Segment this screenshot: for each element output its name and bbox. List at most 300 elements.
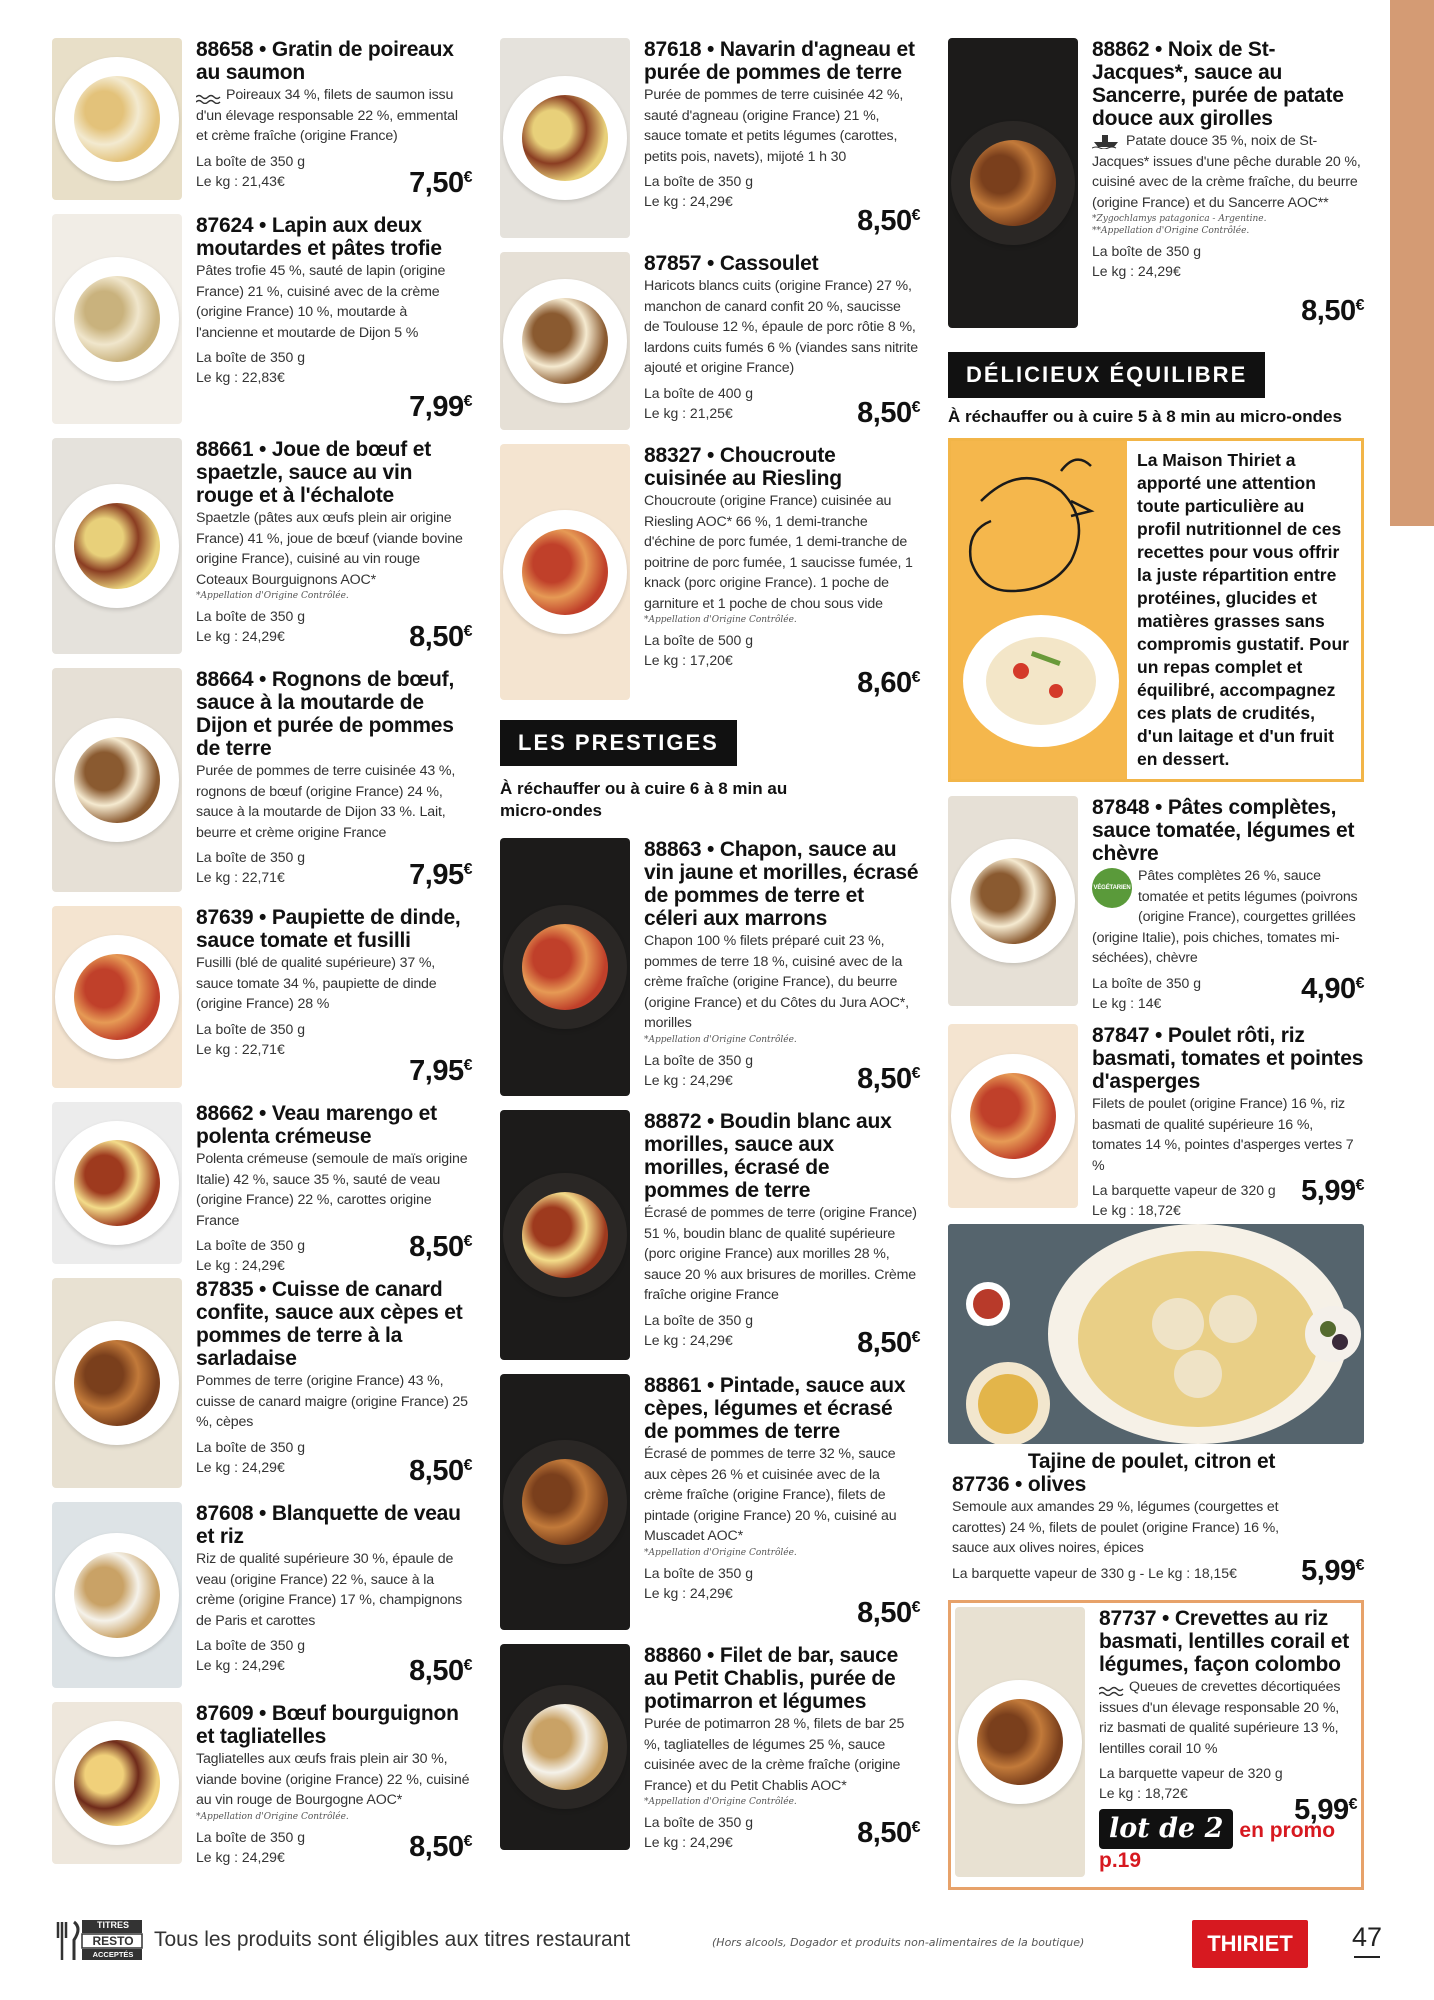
product-info [644, 1644, 920, 1850]
product-description [196, 261, 472, 343]
food-shape [74, 1740, 160, 1826]
product-info [644, 444, 920, 700]
column-prestiges [500, 38, 920, 1864]
product-name: Poulet rôti, riz basmati, tomates et pointes d'asperges [1092, 1024, 1364, 1093]
euro-sign: € [911, 1065, 920, 1082]
product-name: Veau marengo et polenta crémeuse [196, 1102, 437, 1148]
price-value: 8,60 [857, 667, 912, 699]
price-per-kg: Le kg : 18,72€ [1099, 1785, 1188, 1801]
dish-photo [500, 38, 630, 238]
product-description [1092, 1094, 1364, 1176]
product-info [644, 1110, 920, 1360]
pack-size: La boîte de 350 g [196, 1237, 305, 1253]
description-text: Riz de qualité supérieure 30 %, épaule de veau (origine France) 22 %, sauce à la crème (origine France) 17 %, champignons de Paris et carottes [196, 1551, 463, 1629]
nutrition-box [948, 438, 1364, 782]
food-shape [970, 858, 1056, 944]
footnote: *Appellation d'Origine Contrôlée. [196, 1811, 349, 1822]
price-value: 5,99 [1294, 1794, 1349, 1826]
product-description [1099, 1677, 1357, 1759]
product-description [196, 508, 472, 590]
product-info [948, 1444, 1364, 1594]
dish-photo [500, 1374, 630, 1630]
product-code: 88861 [644, 1374, 702, 1397]
dish-photo [948, 38, 1078, 328]
dish-photo [955, 1607, 1085, 1877]
euro-sign: € [911, 399, 920, 416]
product-card[interactable] [948, 1600, 1364, 1890]
pack-size: La boîte de 350 g [644, 173, 753, 189]
euro-sign: € [463, 1233, 472, 1250]
bullet: • [1149, 38, 1168, 61]
product-info [196, 1278, 472, 1488]
euro-sign: € [463, 861, 472, 878]
description-text: Fusilli (blé de qualité supérieure) 37 %, sauce tomate 34 %, paupiette de dinde (origine France) 28 % [196, 955, 437, 1012]
description-text: Écrasé de pommes de terre (origine France) 51 %, boudin blanc de qualité supérieure (porc origine France) aux morilles 28 %, sauce 20 % aux brisures de morilles. Crème fraîche origine France [644, 1205, 917, 1303]
price [409, 1055, 472, 1088]
dish-photo [500, 1644, 630, 1850]
description-text: Purée de potimarron 28 %, filets de bar 25 %, tagliatelles de légumes 25 %, sauce cuisinée avec de la crème fraîche (origine France) et du Petit Chablis AOC* [644, 1716, 905, 1794]
product-info [644, 1374, 920, 1630]
product-title [644, 38, 920, 84]
euro-sign: € [911, 669, 920, 686]
sustainable-fishing-icon [1092, 133, 1122, 149]
product-description: Semoule aux amandes 29 %, légumes (courgettes et carottes) 24 %, filets de poulet (origine France) 16 %, sauce aux olives noires, épices [952, 1499, 1279, 1556]
product-card[interactable] [52, 1278, 472, 1502]
product-title [644, 1644, 920, 1713]
section-subtitle: À réchauffer ou à cuire 6 à 8 min au micro-ondes [500, 779, 788, 820]
pack-size: La boîte de 350 g [196, 1020, 305, 1037]
bullet: • [253, 1502, 272, 1525]
euro-sign: € [463, 169, 472, 186]
euro-sign: € [1355, 297, 1364, 314]
product-card[interactable] [500, 1644, 920, 1864]
food-shape [522, 1704, 608, 1790]
dish-photo [52, 1502, 182, 1688]
price [409, 1831, 472, 1864]
price-value: 8,50 [409, 621, 464, 653]
price-per-kg: Le kg : 24,29€ [644, 1834, 733, 1850]
product-name: Cuisse de canard confite, sauce aux cèpes et pommes de terre à la sarladaise [196, 1278, 463, 1370]
product-card[interactable] [52, 1702, 472, 1878]
price [857, 205, 920, 238]
food-shape [74, 737, 160, 823]
product-title [196, 906, 472, 952]
pack-size: La boîte de 350 g [196, 849, 305, 865]
product-card[interactable] [500, 444, 920, 714]
food-shape [522, 1192, 608, 1278]
description-text: Haricots blancs cuits (origine France) 27 %, manchon de canard confit 20 %, saucisse de Toulouse 12 %, épaule de porc rôtie 8 %, lardons cuits fumés 6 % (viandes sans nitrite ajouté et origine France) [644, 278, 918, 376]
food-shape [522, 1459, 608, 1545]
product-name: Gratin de poireaux au saumon [196, 38, 454, 84]
product-code: 87639 [196, 906, 254, 929]
price [1294, 1794, 1357, 1827]
product-card[interactable] [52, 1502, 472, 1702]
product-title [196, 1102, 472, 1148]
product-code: 88860 [644, 1644, 702, 1667]
price [857, 667, 920, 700]
product-title [952, 1450, 1364, 1496]
product-code: 87848 [1092, 796, 1150, 819]
euro-sign: € [463, 1657, 472, 1674]
product-info [1092, 38, 1364, 328]
price-per-kg: Le kg : 22,71€ [196, 1040, 285, 1057]
footnote: *Appellation d'Origine Contrôlée. [644, 615, 797, 625]
food-shape [970, 140, 1056, 226]
description-text: Pâtes complètes 26 %, sauce tomatée et petits légumes (poivrons (origine France), courgettes grillées (origine Italie), pois chiches, tomates mi-séchées), chèvre [1092, 868, 1358, 966]
price-value: 7,95 [409, 1055, 464, 1087]
description-text: Pâtes trofie 45 %, sauté de lapin (origine France) 21 %, cuisiné avec de la crème (origine France) 10 %, moutarde à l'ancienne et moutarde de Dijon 5 % [196, 263, 446, 341]
footnote: *Appellation d'Origine Contrôlée. [196, 591, 349, 601]
lot-badge: lot de 2 [1099, 1809, 1233, 1849]
product-title [644, 1110, 920, 1202]
dish-photo [52, 214, 182, 424]
product-code: 87618 [644, 38, 702, 61]
price-per-kg: Le kg : 24,29€ [644, 1584, 733, 1601]
page-number: 47 [1352, 1922, 1383, 1952]
price-per-kg: Le kg : 24,29€ [196, 1257, 285, 1273]
product-code: 87847 [1092, 1024, 1150, 1047]
product-description [644, 1714, 920, 1796]
product-info [196, 438, 472, 654]
product-card[interactable] [948, 796, 1364, 1024]
product-code: 88872 [644, 1110, 702, 1133]
product-name: Pâtes complètes, sauce tomatée, légumes et chèvre [1092, 796, 1355, 865]
euro-sign: € [911, 1599, 920, 1616]
bullet: • [701, 1644, 720, 1667]
price-value: 7,95 [409, 859, 464, 891]
price [409, 391, 472, 424]
product-description [644, 931, 920, 1034]
product-card[interactable] [500, 1374, 920, 1644]
product-card[interactable] [948, 1024, 1364, 1218]
pack-size: La boîte de 350 g [644, 1051, 753, 1068]
food-shape [74, 1340, 160, 1426]
section-subtitle: À réchauffer ou à cuire 5 à 8 min au micro-ondes [948, 407, 1342, 426]
product-title [644, 1374, 920, 1443]
titres-line2: RESTO [92, 1934, 134, 1948]
food-shape [74, 276, 160, 362]
pack-size: La barquette vapeur de 320 g [1099, 1765, 1283, 1781]
bullet: • [701, 1374, 720, 1397]
bullet: • [253, 38, 272, 61]
price-value: 8,50 [1301, 295, 1356, 327]
description-text: Tagliatelles aux œufs frais plein air 30 %, viande bovine (origine France) 22 %, cuisiné au vin rouge de Bourgogne AOC* [196, 1751, 470, 1808]
pack-size: La barquette vapeur de 330 g - Le kg : 18,15€ [952, 1564, 1237, 1581]
product-description [644, 491, 920, 614]
price [409, 167, 472, 200]
pack-size: La boîte de 350 g [196, 1828, 305, 1845]
product-code: 87624 [196, 214, 254, 237]
prestiges-section [500, 720, 920, 838]
food-shape [522, 529, 608, 615]
pack-size: La barquette vapeur de 320 g [1092, 1182, 1276, 1198]
product-card[interactable] [52, 38, 472, 214]
price-per-kg: Le kg : 21,43€ [196, 172, 285, 189]
dish-photo [500, 252, 630, 430]
product-title [644, 838, 920, 930]
food-shape [74, 76, 160, 162]
product-info [1092, 1024, 1364, 1218]
pack-size: La boîte de 350 g [1092, 243, 1201, 259]
product-code: 88658 [196, 38, 254, 61]
product-title [196, 38, 472, 84]
price-value: 8,50 [857, 205, 912, 237]
column-equilibre [948, 38, 1364, 1890]
euro-sign: € [911, 1329, 920, 1346]
product-info [1099, 1607, 1357, 1877]
food-shape [970, 1073, 1056, 1159]
food-shape [74, 503, 160, 589]
product-name: Rognons de bœuf, sauce à la moutarde de Dijon et purée de pommes de terre [196, 668, 455, 760]
food-shape [977, 1699, 1063, 1785]
product-title [1092, 796, 1364, 865]
price-value: 8,50 [857, 1597, 912, 1629]
product-title [196, 1702, 472, 1748]
product-description [1092, 866, 1364, 969]
product-card[interactable] [948, 38, 1364, 338]
product-info [196, 906, 472, 1088]
dish-photo [500, 838, 630, 1096]
pack-size: La boîte de 350 g [644, 1814, 753, 1830]
price-value: 8,50 [857, 397, 912, 429]
price-per-kg: Le kg : 24,29€ [1092, 263, 1181, 279]
price [1301, 1175, 1364, 1208]
side-tab [1390, 0, 1434, 526]
product-code: 88327 [644, 444, 702, 467]
product-description [196, 953, 472, 1015]
dish-photo [52, 1702, 182, 1864]
price-per-kg: Le kg : 24,29€ [644, 1071, 733, 1088]
product-code: 88862 [1092, 38, 1150, 61]
product-code: 88664 [196, 668, 254, 691]
product-info [644, 838, 920, 1096]
product-description [1092, 131, 1364, 213]
footnote: *Appellation d'Origine Contrôlée. [644, 1797, 797, 1807]
product-name: Choucroute cuisinée au Riesling [644, 444, 842, 490]
euro-sign: € [1355, 1557, 1364, 1574]
product-name: Crevettes au riz basmati, lentilles corail et légumes, façon colombo [1099, 1607, 1349, 1676]
product-info [1092, 796, 1364, 1011]
product-title [644, 252, 920, 275]
product-name: Tajine de poulet, citron et olives [1027, 1450, 1276, 1496]
product-name: Noix de St-Jacques*, sauce au Sancerre, purée de patate douce aux girolles [1092, 38, 1344, 130]
dish-photo [500, 1110, 630, 1360]
euro-sign: € [463, 1833, 472, 1850]
price [1301, 295, 1364, 328]
vegetarian-badge [1092, 868, 1132, 908]
product-card[interactable] [52, 1102, 472, 1278]
lot-promo-link[interactable]: en promo p.19 [1099, 1819, 1336, 1872]
price [409, 1655, 472, 1688]
product-name: Filet de bar, sauce au Petit Chablis, purée de potimarron et légumes [644, 1644, 899, 1713]
product-title [196, 1502, 472, 1548]
dish-photo [52, 1278, 182, 1488]
food-shape [74, 1552, 160, 1638]
product-code: 87609 [196, 1702, 254, 1725]
product-name: Joue de bœuf et spaetzle, sauce au vin rouge et à l'échalote [196, 438, 431, 507]
bullet: • [701, 444, 720, 467]
product-card[interactable] [52, 438, 472, 668]
food-shape [522, 298, 608, 384]
product-title [196, 668, 472, 760]
bullet: • [253, 668, 272, 691]
product-info [644, 252, 920, 430]
pack-size: La boîte de 350 g [196, 152, 305, 169]
thiriet-logo: THIRIET [1192, 1920, 1308, 1968]
product-name: Cassoulet [719, 252, 819, 275]
product-code: 88863 [644, 838, 702, 861]
footer-small-text: (Hors alcools, Dogador et produits non-alimentaires de la boutique) [712, 1936, 1085, 1949]
price [857, 1327, 920, 1360]
product-info [196, 668, 472, 892]
pack-size: La boîte de 350 g [196, 349, 305, 365]
euro-sign: € [463, 1457, 472, 1474]
price [857, 1597, 920, 1630]
nutrition-text: La Maison Thiriet a apporté une attention toute particulière au profil nutritionnel de ces recettes pour vous offrir la juste répartition entre protéines, glucides et matières grasses sans compromis gustatif. Pour un repas complet et équilibré, accompagnez ces plats de crudités, d'un laitage et d'un fruit en dessert. [1137, 450, 1349, 769]
product-info [644, 38, 920, 238]
product-code: 87835 [196, 1278, 254, 1301]
product-card[interactable] [500, 838, 920, 1110]
price-per-kg: Le kg : 24,29€ [644, 1331, 733, 1348]
dish-photo [948, 1024, 1078, 1208]
price-value: 5,99 [1301, 1555, 1356, 1587]
product-name: Boudin blanc aux morilles, sauce aux morilles, écrasé de pommes de terre [644, 1110, 892, 1202]
price-per-kg: Le kg : 22,83€ [196, 369, 285, 385]
rooster-illustration [951, 441, 1127, 779]
product-card[interactable] [500, 252, 920, 444]
product-card[interactable] [52, 214, 472, 438]
product-description [196, 1749, 472, 1811]
footer-text: Tous les produits sont éligibles aux titres restaurant [154, 1928, 631, 1951]
product-code: 87736 [952, 1473, 1010, 1496]
euro-sign: € [911, 207, 920, 224]
dish-photo [52, 668, 182, 892]
product-card[interactable] [500, 38, 920, 252]
product-card[interactable] [52, 668, 472, 906]
titres-line1: TITRES [96, 1920, 129, 1930]
bullet: • [701, 38, 720, 61]
footnote: *Appellation d'Origine Contrôlée. [644, 1547, 797, 1558]
section-title: LES PRESTIGES [500, 720, 737, 766]
price-value: 8,50 [409, 1831, 464, 1863]
vegetarian-badge-label: VÉGÉTARIEN [1093, 885, 1131, 891]
price-per-kg: Le kg : 24,29€ [196, 628, 285, 644]
pack-size: La boîte de 350 g [1092, 974, 1201, 991]
bullet: • [1156, 1607, 1175, 1630]
bullet: • [253, 1702, 272, 1725]
column-classiques [52, 38, 472, 1878]
bullet: • [253, 438, 272, 461]
euro-sign: € [911, 1819, 920, 1836]
food-shape [74, 954, 160, 1040]
bullet: • [253, 906, 272, 929]
food-shape [74, 1140, 160, 1226]
pack-size: La boîte de 500 g [644, 632, 753, 648]
product-title [1092, 1024, 1364, 1093]
description-text: Chapon 100 % filets préparé cuit 23 %, pommes de terre 18 %, cuisiné avec de la crème fraîche (origine France), du beurre (origine France) et du Côtes du Jura AOC*, morilles [644, 933, 909, 1031]
description-text: Spaetzle (pâtes aux œufs plein air origine France) 41 %, joue de bœuf (viande bovine origine France), cuisiné au vin rouge Coteaux Bourguignons AOC* [196, 510, 463, 588]
product-card[interactable] [948, 1224, 1364, 1600]
price [409, 1231, 472, 1264]
bullet: • [701, 1110, 720, 1133]
product-info [196, 214, 472, 424]
product-title [196, 1278, 472, 1370]
product-title [1099, 1607, 1357, 1676]
description-text: Écrasé de pommes de terre 32 %, sauce aux cèpes 26 % et cuisinée avec de la crème fraîche (origine France), filets de pintade (origine France) 20 %, cuisiné au Muscadet AOC* [644, 1446, 897, 1544]
product-title [1092, 38, 1364, 130]
bullet: • [253, 1278, 272, 1301]
dish-photo [52, 1102, 182, 1264]
price-per-kg: Le kg : 24,29€ [644, 193, 733, 209]
footnote: **Appellation d'Origine Contrôlée. [1092, 226, 1250, 236]
description-text: Poireaux 34 %, filets de saumon issu d'un élevage responsable 22 %, emmental et crème fraîche (origine France) [196, 87, 458, 144]
euro-sign: € [1348, 1796, 1357, 1813]
product-description [644, 1444, 920, 1547]
dish-photo [948, 796, 1078, 1006]
price-per-kg: Le kg : 24,29€ [196, 1848, 285, 1865]
price-per-kg: Le kg : 22,71€ [196, 869, 285, 885]
description-text: Filets de poulet (origine France) 16 %, riz basmati de qualité supérieure 16 %, tomates 14 %, pointes d'asperges vertes 7 % [1092, 1096, 1354, 1174]
product-info [196, 1502, 472, 1688]
pack-size: La boîte de 350 g [196, 1637, 305, 1653]
section-title: DÉLICIEUX ÉQUILIBRE [948, 352, 1265, 398]
price-value: 8,50 [857, 1327, 912, 1359]
bullet: • [253, 1102, 272, 1125]
product-info [196, 1702, 472, 1864]
description-text: Choucroute (origine France) cuisinée au Riesling AOC* 66 %, 1 demi-tranche d'échine de porc fumée, 1 demi-tranche de poitrine de porc fumée, 1 saucisse fumée, 1 knack (porc origine France). 1 poche de garniture et 1 poche de chou sous vide [644, 493, 913, 612]
product-name: Lapin aux deux moutardes et pâtes trofie [196, 214, 442, 260]
euro-sign: € [1355, 975, 1364, 992]
price [409, 621, 472, 654]
footnote: *Zygochlamys patagonica - Argentine. [1092, 214, 1267, 224]
bullet: • [1149, 1024, 1168, 1047]
price [1301, 973, 1364, 1006]
pack-size: La boîte de 350 g [196, 608, 305, 624]
price [409, 1455, 472, 1488]
product-card[interactable] [500, 1110, 920, 1374]
dish-photo [52, 38, 182, 200]
euro-sign: € [463, 1057, 472, 1074]
price [857, 1817, 920, 1850]
euro-sign: € [463, 393, 472, 410]
equilibre-section [948, 352, 1364, 428]
food-shape [522, 95, 608, 181]
product-name: Paupiette de dinde, sauce tomate et fusilli [196, 906, 461, 952]
price-value: 8,50 [857, 1063, 912, 1095]
responsible-farming-icon [1099, 1682, 1125, 1692]
product-name: Blanquette de veau et riz [196, 1502, 461, 1548]
price-value: 5,99 [1301, 1175, 1356, 1207]
product-description [196, 1149, 472, 1231]
dish-photo [52, 906, 182, 1088]
pack-size: La boîte de 350 g [644, 1564, 753, 1581]
description-text: Patate douce 35 %, noix de St-Jacques* issues d'une pêche durable 20 %, cuisiné avec de la crème fraîche, du beurre (origine France) et du Sancerre AOC** [1092, 133, 1361, 211]
product-description [196, 1371, 472, 1433]
product-code: 88661 [196, 438, 254, 461]
product-description [644, 85, 920, 167]
responsible-farming-icon [196, 90, 222, 100]
pack-size: La boîte de 350 g [644, 1311, 753, 1328]
price-per-kg: Le kg : 21,25€ [644, 404, 733, 421]
product-card[interactable] [52, 906, 472, 1102]
price-value: 4,90 [1301, 973, 1356, 1005]
euro-sign: € [1355, 1177, 1364, 1194]
price-value: 7,99 [409, 391, 464, 423]
description-text: Pommes de terre (origine France) 43 %, cuisse de canard maigre (origine France) 25 %, cèpes [196, 1373, 468, 1430]
pack-size: La boîte de 400 g [644, 384, 753, 401]
product-code: 87608 [196, 1502, 254, 1525]
bullet: • [253, 214, 272, 237]
